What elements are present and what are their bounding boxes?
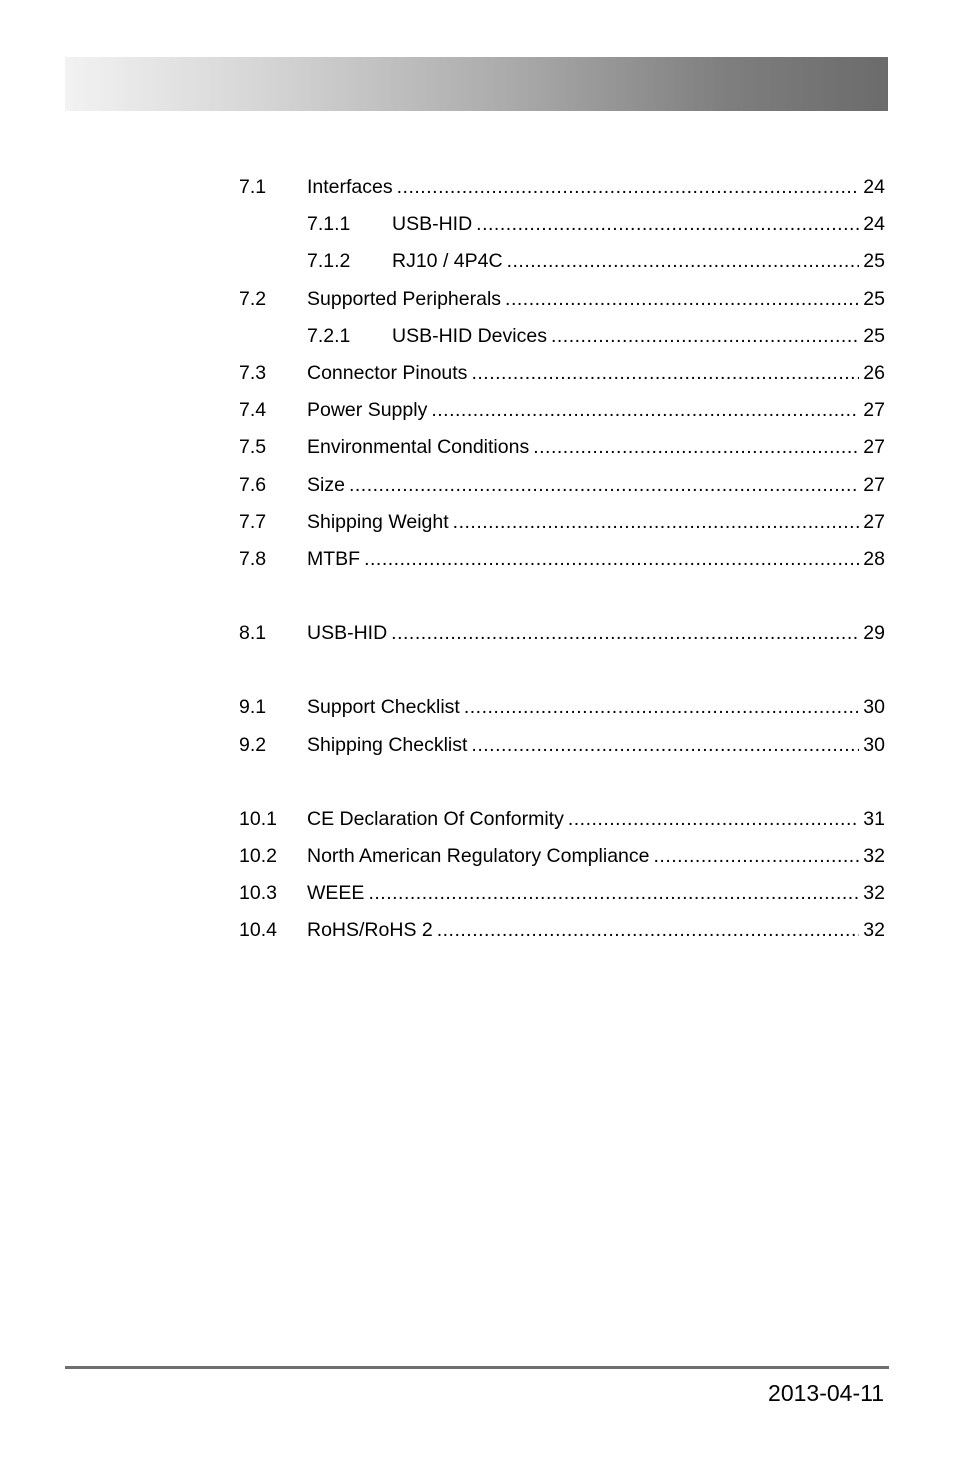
toc-title: USB-HID Devices bbox=[392, 323, 551, 349]
toc-row[interactable] bbox=[0, 509, 954, 539]
toc-page-number: 30 bbox=[863, 696, 885, 718]
toc-row[interactable] bbox=[0, 397, 954, 427]
toc-leader-dots bbox=[476, 211, 859, 237]
toc-number: 7.8 bbox=[239, 548, 267, 570]
toc-page-number: 27 bbox=[863, 399, 885, 421]
toc-title: North American Regulatory Compliance bbox=[307, 843, 654, 869]
toc-title: MTBF bbox=[307, 546, 364, 572]
toc-title: Shipping Weight bbox=[307, 509, 453, 535]
toc-row[interactable] bbox=[0, 843, 954, 873]
toc-title: Power Supply bbox=[307, 397, 431, 423]
toc-entry bbox=[392, 248, 885, 274]
toc-entry bbox=[307, 434, 885, 460]
toc-title: Environmental Conditions bbox=[307, 434, 533, 460]
toc-row[interactable] bbox=[0, 806, 954, 836]
toc-entry bbox=[307, 917, 885, 943]
toc-page-number: 26 bbox=[863, 362, 885, 384]
toc-title: Interfaces bbox=[307, 174, 397, 200]
toc-page-number: 24 bbox=[863, 213, 885, 235]
toc-row[interactable] bbox=[0, 694, 954, 724]
toc-row[interactable] bbox=[0, 286, 954, 316]
toc-entry bbox=[307, 360, 885, 386]
toc-entry bbox=[307, 472, 885, 498]
toc-entry bbox=[307, 286, 885, 312]
toc-title: Support Checklist bbox=[307, 694, 464, 720]
toc-number: 8.1 bbox=[239, 622, 267, 644]
toc-entry bbox=[307, 806, 885, 832]
toc-title: Supported Peripherals bbox=[307, 286, 505, 312]
toc-row[interactable] bbox=[0, 248, 954, 278]
toc-entry bbox=[307, 509, 885, 535]
toc-page-number: 28 bbox=[863, 548, 885, 570]
toc-row[interactable] bbox=[0, 360, 954, 390]
toc-title: USB-HID bbox=[307, 620, 391, 646]
toc-number: 10.3 bbox=[239, 882, 277, 904]
toc-row[interactable] bbox=[0, 211, 954, 241]
toc-row[interactable] bbox=[0, 434, 954, 464]
footer-divider bbox=[65, 1366, 889, 1369]
toc-page-number: 27 bbox=[863, 436, 885, 458]
toc-page-number: 32 bbox=[863, 882, 885, 904]
toc-leader-dots bbox=[551, 323, 859, 349]
toc-title: RJ10 / 4P4C bbox=[392, 248, 507, 274]
toc-leader-dots bbox=[654, 843, 860, 869]
toc-row[interactable] bbox=[0, 917, 954, 947]
toc-leader-dots bbox=[464, 694, 859, 720]
toc-row[interactable] bbox=[0, 174, 954, 204]
toc-row[interactable] bbox=[0, 620, 954, 650]
toc-leader-dots bbox=[533, 434, 859, 460]
toc-leader-dots bbox=[397, 174, 860, 200]
toc-page-number: 30 bbox=[863, 734, 885, 756]
toc-page-number: 24 bbox=[863, 176, 885, 198]
toc-number: 9.2 bbox=[239, 734, 267, 756]
footer-date: 2013-04-11 bbox=[768, 1380, 884, 1406]
toc-number: 7.4 bbox=[239, 399, 267, 421]
toc-row[interactable] bbox=[0, 546, 954, 576]
toc-leader-dots bbox=[453, 509, 860, 535]
toc-row[interactable] bbox=[0, 323, 954, 353]
toc-title: CE Declaration Of Conformity bbox=[307, 806, 568, 832]
header-bar bbox=[65, 57, 888, 111]
toc-number: 7.1 bbox=[239, 176, 267, 198]
toc-number: 7.7 bbox=[239, 511, 267, 533]
toc-entry bbox=[307, 546, 885, 572]
toc-leader-dots bbox=[471, 732, 859, 758]
toc-number: 7.1.2 bbox=[307, 250, 351, 272]
toc-row[interactable] bbox=[0, 880, 954, 910]
toc-leader-dots bbox=[505, 286, 859, 312]
toc-title: Size bbox=[307, 472, 349, 498]
toc-row[interactable] bbox=[0, 472, 954, 502]
toc-leader-dots bbox=[349, 472, 859, 498]
toc-number: 9.1 bbox=[239, 696, 267, 718]
toc-page-number: 32 bbox=[863, 919, 885, 941]
toc-title: WEEE bbox=[307, 880, 368, 906]
toc-leader-dots bbox=[471, 360, 859, 386]
toc-leader-dots bbox=[507, 248, 860, 274]
toc-entry bbox=[307, 397, 885, 423]
toc-number: 10.2 bbox=[239, 845, 277, 867]
toc-leader-dots bbox=[437, 917, 860, 943]
toc-entry bbox=[392, 211, 885, 237]
toc-page-number: 29 bbox=[863, 622, 885, 644]
toc-entry bbox=[307, 880, 885, 906]
toc-number: 7.2.1 bbox=[307, 325, 351, 347]
toc-leader-dots bbox=[364, 546, 859, 572]
toc-number: 7.6 bbox=[239, 474, 267, 496]
toc-entry bbox=[307, 694, 885, 720]
toc-entry bbox=[307, 620, 885, 646]
toc-number: 7.2 bbox=[239, 288, 267, 310]
toc-entry bbox=[307, 732, 885, 758]
toc-entry bbox=[307, 174, 885, 200]
toc-number: 7.3 bbox=[239, 362, 267, 384]
toc-leader-dots bbox=[431, 397, 859, 423]
toc-page-number: 27 bbox=[863, 474, 885, 496]
toc-leader-dots bbox=[568, 806, 859, 832]
toc-number: 10.4 bbox=[239, 919, 277, 941]
toc-number: 7.1.1 bbox=[307, 213, 351, 235]
toc-entry bbox=[307, 843, 885, 869]
toc-leader-dots bbox=[391, 620, 859, 646]
toc-number: 10.1 bbox=[239, 808, 277, 830]
toc-page-number: 27 bbox=[863, 511, 885, 533]
toc-page-number: 25 bbox=[863, 288, 885, 310]
toc-number: 7.5 bbox=[239, 436, 267, 458]
toc-page-number: 25 bbox=[863, 250, 885, 272]
toc-page-number: 25 bbox=[863, 325, 885, 347]
toc-title: Shipping Checklist bbox=[307, 732, 471, 758]
toc-leader-dots bbox=[368, 880, 859, 906]
toc-title: RoHS/RoHS 2 bbox=[307, 917, 437, 943]
toc-entry bbox=[392, 323, 885, 349]
toc-title: USB-HID bbox=[392, 211, 476, 237]
toc-row[interactable] bbox=[0, 732, 954, 762]
toc-page-number: 31 bbox=[863, 808, 885, 830]
toc-page-number: 32 bbox=[863, 845, 885, 867]
toc-title: Connector Pinouts bbox=[307, 360, 471, 386]
